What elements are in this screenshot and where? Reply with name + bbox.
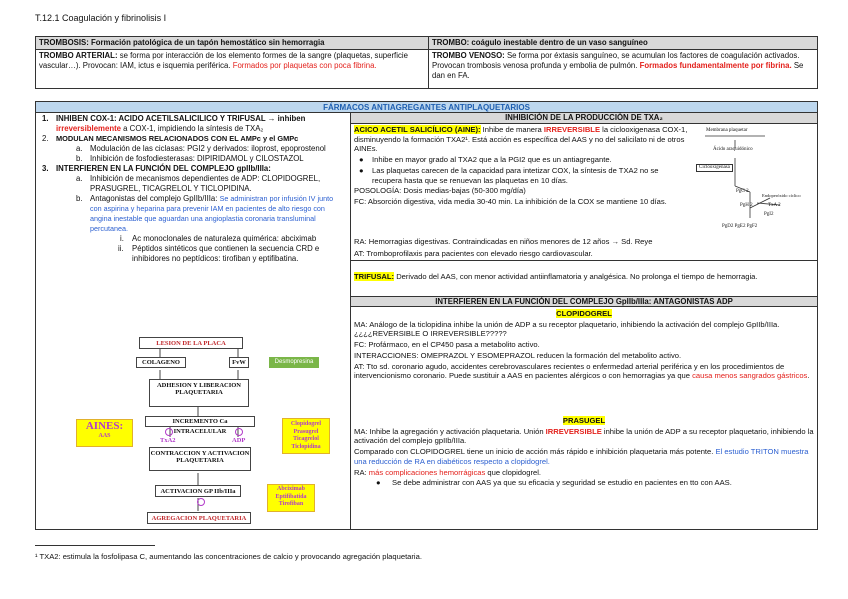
list-item: a. Modulación de las ciclasas: PGI2 y derivados: iloprost, epoprostenol: [76, 143, 326, 153]
list-item: 1. INHIBEN COX-1: ACIDO ACETILSALICILICO Y TRIFUSAL → inhiben irreversiblemente a COX-1, impidiendo la síntesis de TXA₂: [42, 114, 306, 133]
inhibit-icon: [165, 428, 173, 436]
mini-acido: Ácido araquidónico: [713, 147, 753, 152]
list-item: a. Inhibición de mecanismos dependientes de ADP: CLOPIDOGREL, PRASUGREL, TICAGRELOL Y TICLOPIDINA.: [76, 173, 321, 193]
ra: RA: Hemorragias digestivas. Contraindicadas en niños menores de 12 años → Sd. Reye: [354, 237, 653, 246]
posologia: POSOLOGÍA: Dosis medias-bajas (50-300 mg/día): [354, 186, 526, 196]
mini-txa2: TxA 2: [768, 203, 781, 208]
list-item: 3. INTERFIEREN EN LA FUNCIÓN DEL COMPLEJO gpIIb/IIIa:: [42, 163, 271, 173]
mini-pgi2: PgI2: [764, 212, 774, 217]
flow-fvw: FvW: [229, 357, 249, 368]
mini-bottom: PgD2 PgE2 PgF2: [722, 224, 758, 229]
flow-aines-box: [76, 419, 133, 447]
flow-lesion: LESION DE LA PLACA: [139, 337, 243, 349]
list-item: ● Las plaquetas carecen de la capacidad para intetizar COX, la síntesis de TXA2 no se recupera hasta que se renuevan las plaquetas en 10 días.: [359, 165, 659, 185]
list-item: 2. MODULAN MECANISMOS RELACIONADOS CON EL AMPc y el GMPc: [42, 133, 299, 143]
at: AT: Tromboprofilaxis para pacientes con elevado riesgo cardiovascular.: [354, 249, 593, 258]
list-item: ii. Péptidos sintéticos que contienen la secuencia CRD e inhibidores no peptídicos: tirofiban y eptifibatina.: [118, 243, 320, 263]
inhibit-icon: [235, 428, 243, 436]
flow-adp: ADP: [232, 437, 246, 444]
fc: FC: Absorción digestiva, vida media 30-40 min. La inhibición de la COX se mantiene 10 días.: [354, 197, 667, 207]
page-title: T.12.1 Coagulación y fibrinolisis I: [35, 13, 167, 23]
flow-gp-drugs: Abciximab Eptifibatida Tirofiban: [267, 484, 315, 512]
trifusal: TRIFUSAL: Derivado del AAS, con menor actividad antiinflamatoria y analgésica. No prolonga el tiempo de hemorragia.: [354, 272, 758, 281]
adp-header: INTERFIEREN EN LA FUNCIÓN DEL COMPLEJO GpIIb/IIIa: ANTAGONISTAS ADP: [351, 296, 817, 307]
flow-adp-drugs: Clopidogrel Prasugrel Ticagrelol Ticlopidina: [282, 418, 330, 454]
flow-incremento: INCREMENTO Ca INTRACELULAR: [145, 416, 255, 427]
arterial-cell: TROMBO ARTERIAL: se forma por interacción de los elemento formes de la sangre (plaquetas, superficie vascular…). Provocan: IAM, ictus e isquemia periférica. Formados por plaquetas con poca fibrina.: [36, 49, 429, 88]
mini-pgh2: PgH 2: [740, 203, 753, 208]
list-item: b. Antagonistas del complejo GpIIb/IIIa: Se administran por infusión IV junto con aspirina y heparina para prevenir IAM en pacientes de alto riesgo con angina inestable que aguardan una angioplastia coronaria transluminal percutanea.: [76, 193, 334, 233]
list-item: b. Inhibición de fosfodiesterasas: DIPIRIDAMOL y CILOSTAZOL: [76, 153, 304, 163]
venous-cell: TROMBO VENOSO: Se forma por éxtasis sanguíneo, se acumulan los factores de coagulación activados. Provocan trombosis venosa profunda y embolia de pulmón. Formados fundamentalmente por fibrina. Se dan en FA.: [429, 49, 818, 88]
mini-endo: Endoperóxido cíclico: [762, 193, 801, 198]
main-header: FÁRMACOS ANTIAGREGANTES ANTIPLAQUETARIOS: [36, 102, 817, 113]
footnote: ¹ TXA2: estimula la fosfolipasa C, aumentando las concentraciones de calcio y provocando agregación plaquetaria.: [35, 552, 422, 561]
prasugel-section: PRASUGEL MA: Inhibe la agregación y activación plaquetaria. Unión IRREVERSIBLE inhibe la unión de ADP a su receptor plaquetario, inhibiendo la activación del complejo gpIIb/IIIa. Comparado con CLOPIDOGREL tiene un inicio de acción más rápido e inhibición plaquetaria más potente. El estudio TRITON muestra una reducción de RA en diabéticos respecto a clopidogrel. RA: más complicaciones hemorrágicas que clopidogrel. ● Se debe administrar con AAS ya que su eficacia y seguridad se estudio en pacientes en tto con AAS.: [354, 416, 814, 488]
clopidogrel-section: CLOPIDOGREL MA: Análogo de la ticlopidina inhibe la unión de ADP a su receptor plaquetario, inhibiendo la activación del complejo GpIIb/IIIa. ¿¿¿¿REVERSIBLE O IRREVERSIBLE????? FC: Profármaco, en el CP450 pasa a metabolito activo. INTERACCIONES: OMEPRAZOL Y ESOMEPRAZOL reducen la formación del metabolito activo. AT: Tto sd. coronario agudo, accidentes cerebrovasculares recientes o enfermedad arterial periférica y en los procedimientos de intervencionismo coronario. Puede sustituir a AAS en pacientes alérgicos o con hemorragias ya que causa menos sangrados gástricos.: [354, 309, 810, 381]
flow-desmopresina: Desmopresina: [269, 357, 319, 368]
list-item: ● Inhibe en mayor grado al TXA2 que a la PGI2 que es un antiagregante.: [359, 155, 612, 165]
mini-ciclo: Ciclooxigenasa: [696, 164, 733, 172]
cox-header: INHIBICIÓN DE LA PRODUCCIÓN DE TXA₂: [351, 113, 817, 124]
left-list: [38, 114, 346, 264]
thrombosis-table: [35, 36, 818, 89]
prasugel-title: PRASUGEL: [562, 416, 606, 425]
list-item: i. Ac monoclonales de naturaleza quimérica: abciximab: [120, 233, 317, 243]
flow-activacion: ACTIVACION GP IIb/IIIa: [155, 485, 241, 497]
flow-agregacion: AGREGACION PLAQUETARIA: [147, 512, 251, 524]
list-item: ● Se debe administrar con AAS ya que su eficacia y seguridad se estudio en pacientes en tto con AAS.: [376, 478, 732, 488]
flow-adhesion: ADHESION Y LIBERACION PLAQUETARIA: [149, 379, 249, 407]
mini-membrana: Membrana plaquetar: [706, 128, 748, 133]
pathway-lines: [695, 128, 815, 238]
clopidogrel-title: CLOPIDOGREL: [556, 309, 612, 318]
inhibit-icon: [197, 498, 205, 506]
mini-pgg2: PgG 2: [736, 189, 749, 194]
aas-section: ACICO ACETIL SALICÍLICO (AINE): Inhibe de manera IRREVERSIBLE la ciclooxigenasa COX-1, disminuyendo la formación TXA2¹. Está acción es específica del AAS y no del salicilato ni de otros AINEs. ● Inhibe en mayor grado al TXA2 que a la PGI2 que es un antiagregante. ● Las plaquetas carecen de la capacidad para intetizar COX, la síntesis de TXA2 no se recupera hasta que se renuevan las plaquetas en 10 días. POSOLOGÍA: Dosis medias-bajas (50-300 mg/día) FC: Absorción digestiva, vida media 30-40 min. La inhibición de la COX se mantiene 10 días.: [354, 125, 690, 208]
flow-colageno: COLAGENO: [136, 357, 186, 368]
venous-head: TROMBO: coágulo inestable dentro de un vaso sanguíneo: [429, 37, 818, 50]
flow-aines: AINES:: [85, 420, 124, 432]
flow-contraccion: CONTRACCION Y ACTIVACION PLAQUETARIA: [149, 447, 251, 471]
flow-aas: AAS: [98, 433, 111, 439]
flow-txa2: TxA2: [160, 437, 176, 444]
arterial-head: TROMBOSIS: Formación patológica de un tapón hemostático sin hemorragia: [36, 37, 429, 50]
